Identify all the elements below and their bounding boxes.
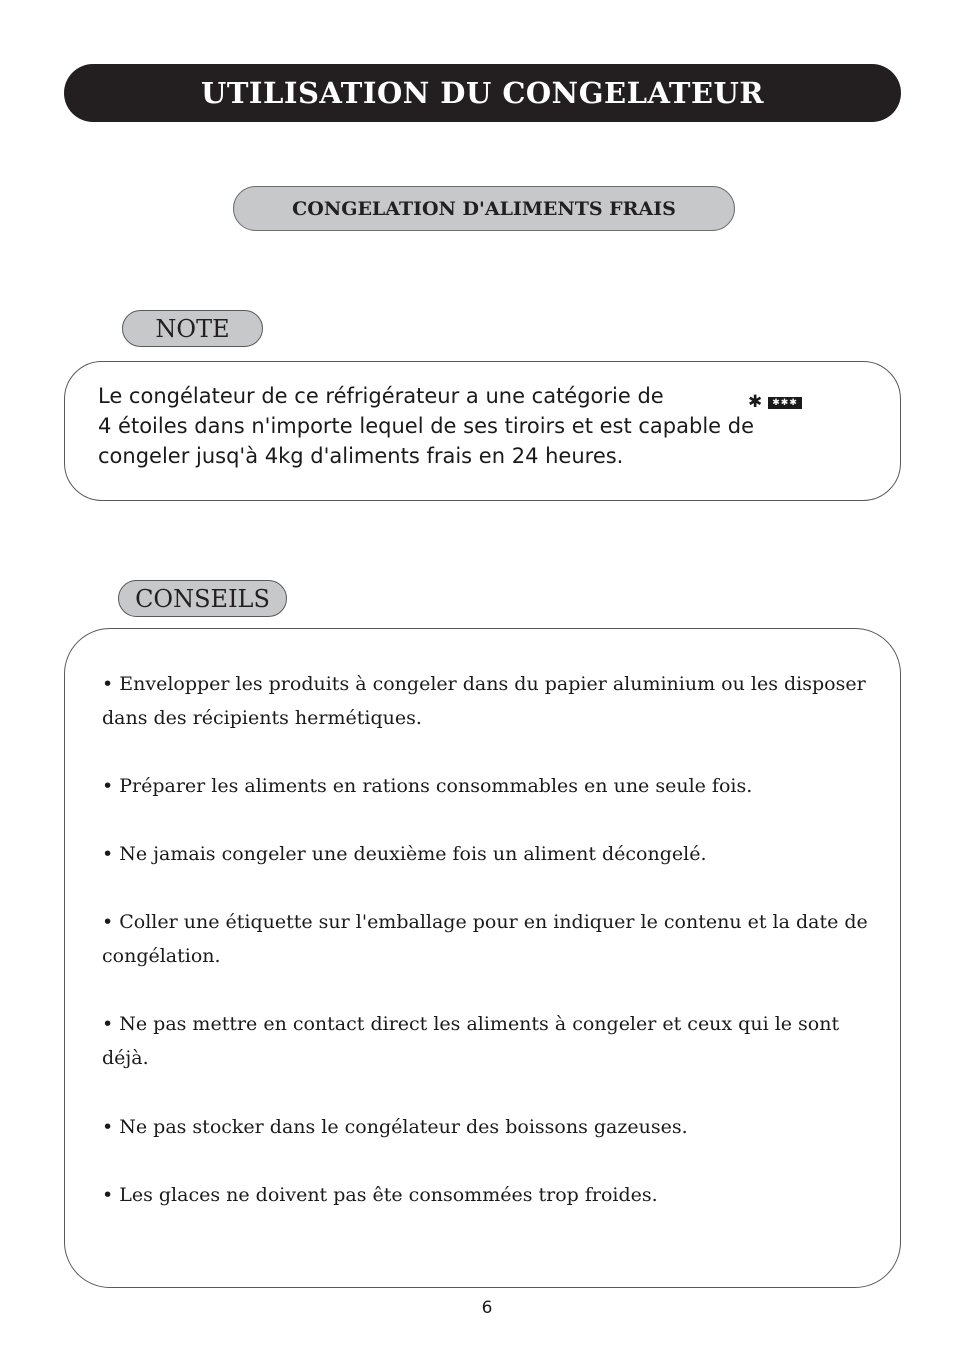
section-title-bar (64, 64, 901, 122)
conseils-label: CONSEILS (118, 580, 287, 617)
note-line-1: Le congélateur de ce réfrigérateur a une catégorie de (98, 384, 664, 408)
three-star-icon: ✱✱✱ (768, 397, 802, 409)
note-line-3: congeler jusq'à 4kg d'aliments frais en 24 heures. (98, 444, 624, 468)
tip-item: • Préparer les aliments en rations consommables en une seule fois. (102, 775, 753, 797)
page-title: UTILISATION DU CONGELATEUR (201, 76, 764, 110)
tip-item: • Ne pas stocker dans le congélateur des boissons gazeuses. (102, 1116, 688, 1138)
snowflake-icon: ✱ (748, 392, 763, 412)
page-number: 6 (481, 1298, 493, 1318)
tip-item: • Envelopper les produits à congeler dans du papier aluminium ou les disposer dans des récipients hermétiques. (102, 673, 866, 729)
note-label: NOTE (122, 310, 263, 347)
tip-item: • Ne pas mettre en contact direct les aliments à congeler et ceux qui le sont déjà. (102, 1013, 840, 1069)
tip-item: • Coller une étiquette sur l'emballage pour en indiquer le contenu et la date de congélation. (102, 911, 868, 967)
four-star-freezer-icon (748, 394, 802, 411)
tip-item: • Les glaces ne doivent pas ête consommées trop froides. (102, 1184, 658, 1206)
note-line-2: 4 étoiles dans n'importe lequel de ses tiroirs et est capable de (98, 414, 755, 438)
subtitle-pill (233, 186, 735, 231)
page-subtitle: CONGELATION D'ALIMENTS FRAIS (292, 197, 676, 220)
tip-item: • Ne jamais congeler une deuxième fois un aliment décongelé. (102, 843, 707, 865)
